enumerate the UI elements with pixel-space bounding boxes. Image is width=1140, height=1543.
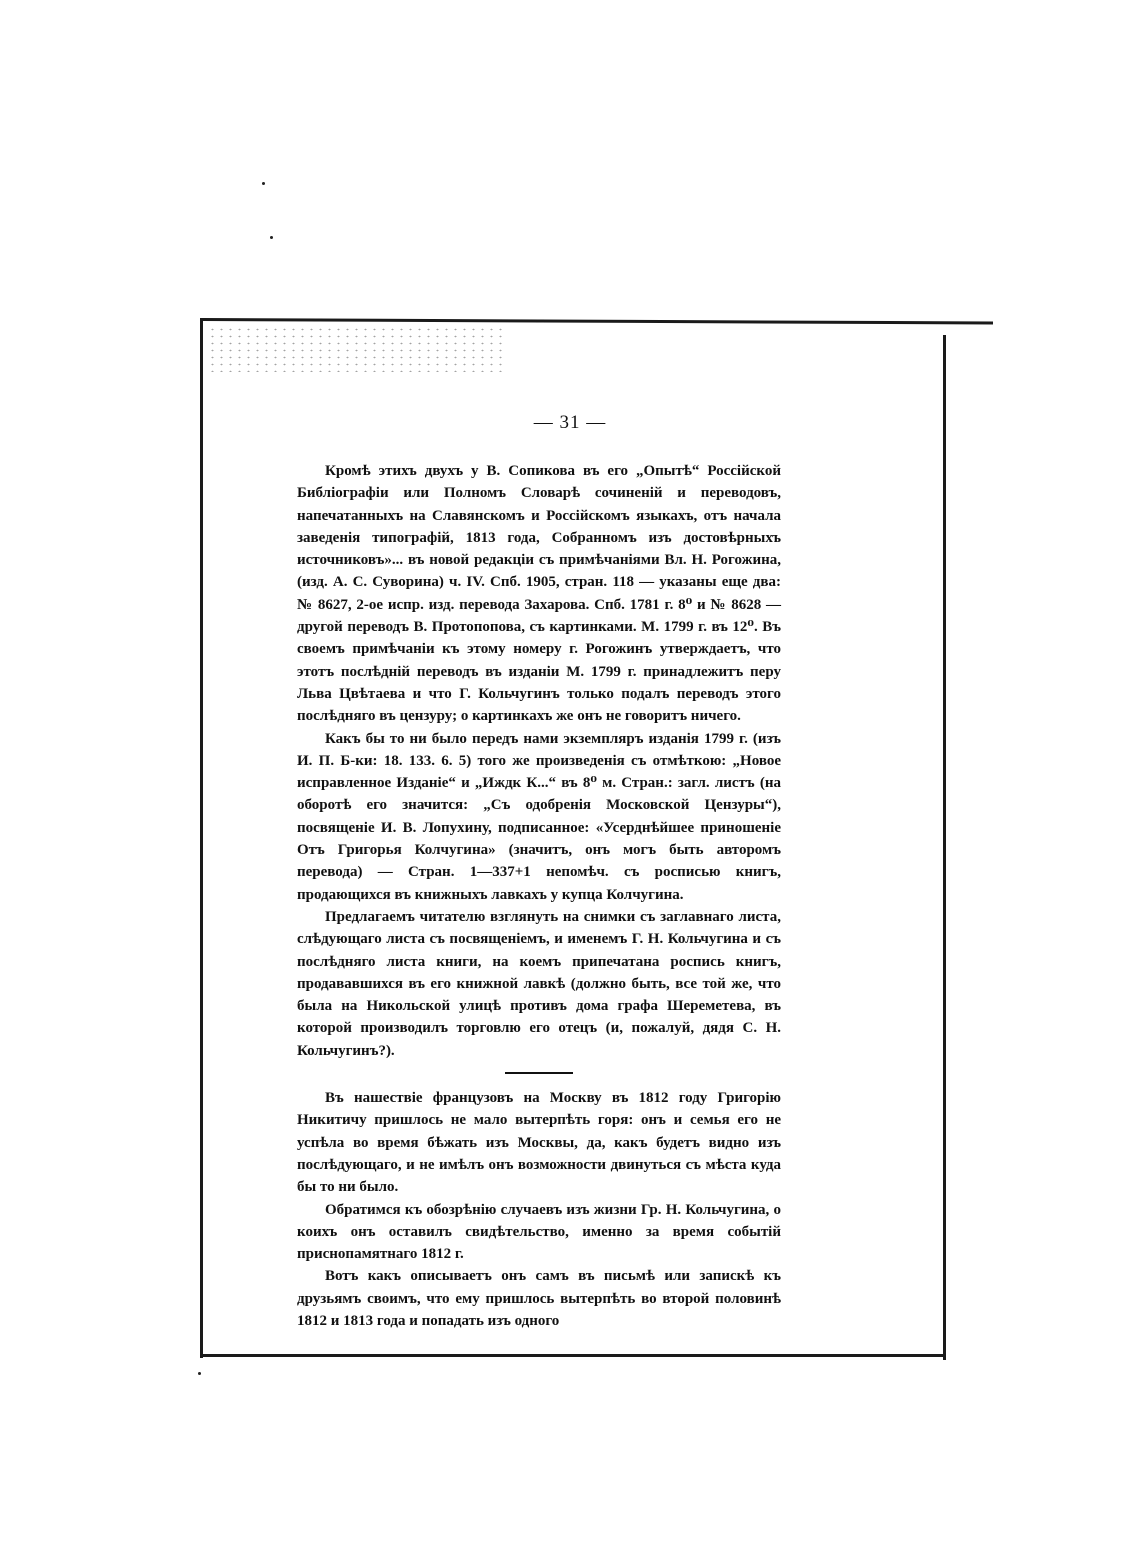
paragraph-6: Вотъ какъ описываетъ онъ самъ въ письмѣ или запискѣ къ друзьямъ своимъ, что ему пришлось вытерпѣть во второй половинѣ 1812 и 1813 года и попадать изъ одного (297, 1268, 781, 1329)
body-text (297, 460, 781, 1332)
frame-bottom-border (200, 1354, 946, 1357)
page-number: — 31 — (533, 412, 607, 433)
paragraph-1: Кромѣ этихъ двухъ у В. Сопикова въ его „Опытѣ“ Россійской Библіографіи или Полномъ Словарѣ сочиненій и переводовъ, напечатанныхъ на Славянскомъ и Россійскомъ языкахъ, отъ начала заведенія типографій, 1813 года, Собранномъ изъ достовѣрныхъ источниковъ»... въ новой редакціи съ примѣчаніями Вл. Н. Рогожина, (изд. А. С. Суворина) ч. IV. Спб. 1905, стран. 118 — указаны еще два: № 8627, 2-ое испр. изд. перевода Захарова. Спб. 1781 г. 8⁰ и № 8628 — другой переводъ В. Протопопова, съ картинками. М. 1799 г. въ 12⁰. Въ своемъ примѣчаніи къ этому номеру г. Рогожинъ утверждаетъ, что этотъ послѣдній переводъ въ изданіи М. 1799 г. принадлежитъ перу Льва Цвѣтаева и что Г. Кольчугинъ только подалъ переводъ этого послѣдняго въ цензуру; о картинкахъ же онъ не говоритъ ничего. (297, 463, 781, 725)
frame-right-border (943, 335, 946, 1360)
scan-noise (208, 326, 508, 372)
paragraph-3: Предлагаемъ читателю взглянуть на снимки съ заглавнаго листа, слѣдующаго листа съ посвященіемъ, и именемъ Г. Н. Кольчугина и съ послѣдняго листа книги, на коемъ припечатана роспись книгъ, продававшихся въ его книжной лавкѣ (должно быть, все той же, что была на Никольской улицѣ противъ дома графа Шереметева, въ которой производилъ торговлю его отецъ (и, пожалуй, дядя С. Н. Кольчугинъ?). (297, 908, 781, 1059)
paragraph-2: Какъ бы то ни было передъ нами экземпляръ изданія 1799 г. (изъ И. П. Б-ки: 18. 133. 6. 5) того же произведенія съ отмѣткою: „Новое исправленное Изданіе“ и „Иждк К...“ въ 8⁰ м. Стран.: загл. листъ (на оборотѣ его значится: „Съ одобренія Московской Цензуры“), посвященіе И. В. Лопухину, подписанное: «Усерднѣйшее приношеніе Отъ Григорья Колчугина» (значитъ, онъ могъ быть авторомъ перевода) — Стран. 1—337+1 непомѣч. съ росписью книгъ, продающихся въ книжныхъ лавкахъ у купца Колчугина. (297, 730, 781, 903)
section-separator (505, 1072, 573, 1074)
paragraph-5: Обратимся къ обозрѣнію случаевъ изъ жизни Гр. Н. Кольчугина, о коихъ онъ оставилъ свидѣтельство, именно за время событій приснопамятнаго 1812 г. (297, 1201, 781, 1263)
paragraph-4: Въ нашествіе французовъ на Москву въ 1812 году Григорію Никитичу пришлось не мало вытерпѣть горя: онъ и семья его не успѣла во время бѣжать изъ Москвы, да, какъ будетъ видно изъ послѣдующаго, и не имѣлъ онъ возможности двинуться съ мѣста куда бы то ни было. (297, 1090, 781, 1196)
scan-speck (270, 236, 273, 239)
scan-speck (198, 1372, 201, 1375)
scan-speck (262, 182, 265, 185)
frame-left-border (200, 318, 203, 1358)
frame-top-border (203, 318, 993, 324)
